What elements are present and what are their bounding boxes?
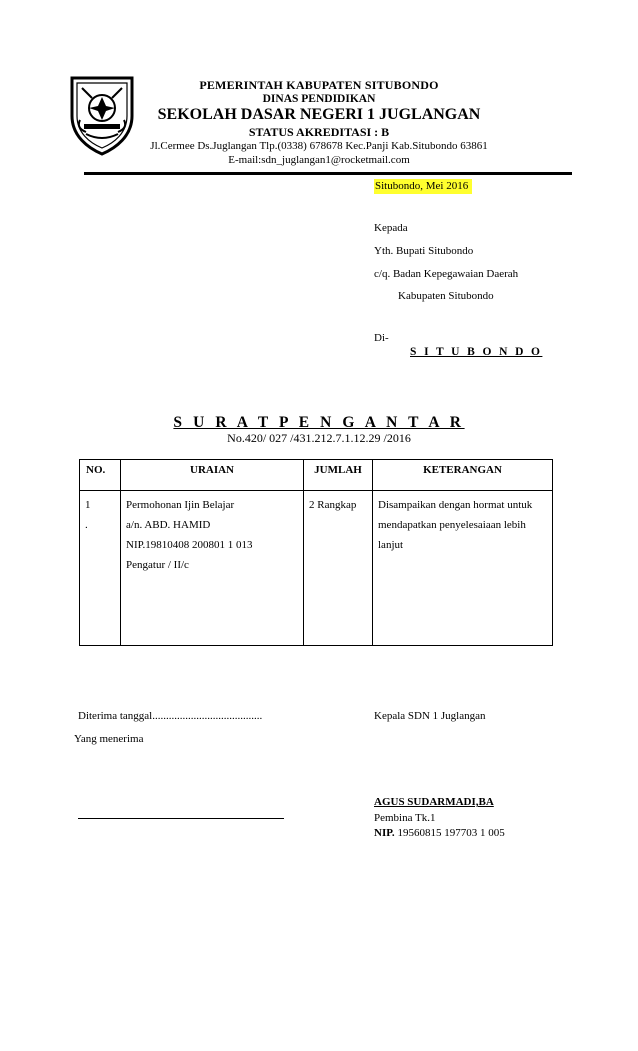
recipient-city: S I T U B O N D O xyxy=(410,346,543,358)
receiver-signature-line xyxy=(78,818,284,819)
accreditation-status: STATUS AKREDITASI : B xyxy=(248,125,390,139)
letter-title: S U R A T P E N G A N T A R xyxy=(173,414,465,431)
header-quantity: JUMLAH xyxy=(304,460,373,491)
remarks-line: lanjut xyxy=(378,539,404,551)
government-name: PEMERINTAH KABUPATEN SITUBONDO xyxy=(199,78,439,92)
cell-remarks xyxy=(373,491,553,646)
head-rank: Pembina Tk.1 xyxy=(374,812,436,824)
cell-no-line: . xyxy=(85,519,88,531)
department-name: DINAS PENDIDIKAN xyxy=(262,93,376,105)
receiver-label: Yang menerima xyxy=(74,733,144,745)
description-line: Pengatur / II/c xyxy=(126,559,189,571)
head-nip xyxy=(374,827,505,839)
table-row xyxy=(80,491,553,646)
recipient-di: Di- xyxy=(374,332,389,344)
head-name: AGUS SUDARMADI,BA xyxy=(374,796,494,808)
place-date xyxy=(374,180,472,192)
remarks-line: mendapatkan penyelesaiaan lebih xyxy=(378,519,526,531)
table-header-row xyxy=(80,460,553,491)
description-line: NIP.19810408 200801 1 013 xyxy=(126,539,253,551)
school-name: SEKOLAH DASAR NEGERI 1 JUGLANGAN xyxy=(157,106,481,123)
header-description: URAIAN xyxy=(121,460,304,491)
description-line: a/n. ABD. HAMID xyxy=(126,519,211,531)
remarks-line: Disampaikan dengan hormat untuk xyxy=(378,499,533,511)
place-date-highlight: Situbondo, Mei 2016 xyxy=(374,179,472,194)
description-line: Permohonan Ijin Belajar xyxy=(126,499,235,511)
school-address: Jl.Cermee Ds.Juglangan Tlp.(0338) 678678 Kec.Panji Kab.Situbondo 63861 xyxy=(150,140,488,152)
cell-no xyxy=(80,491,121,646)
letter-number: No.420/ 027 /431.212.7.1.12.29 /2016 xyxy=(227,431,411,445)
letterhead-divider xyxy=(84,172,572,175)
recipient-addressee: Yth. Bupati Situbondo xyxy=(374,245,474,257)
head-title: Kepala SDN 1 Juglangan xyxy=(374,710,486,722)
cell-description xyxy=(121,491,304,646)
recipient-via: c/q. Badan Kepegawaian Daerah xyxy=(374,268,519,280)
recipient-via-region: Kabupaten Situbondo xyxy=(398,290,494,302)
items-table xyxy=(79,459,553,646)
cell-quantity: 2 Rangkap xyxy=(304,491,373,646)
header-remarks: KETERANGAN xyxy=(373,460,553,491)
header-no: NO. xyxy=(80,460,121,491)
head-nip-value: 19560815 197703 1 005 xyxy=(394,827,505,839)
recipient-to: Kepada xyxy=(374,222,408,234)
head-nip-label: NIP. xyxy=(374,827,395,839)
received-date: Diterima tanggal........................................ xyxy=(78,710,263,722)
cell-no-line: 1 xyxy=(85,499,91,511)
school-email: E-mail:sdn_juglangan1@rocketmail.com xyxy=(228,154,410,166)
